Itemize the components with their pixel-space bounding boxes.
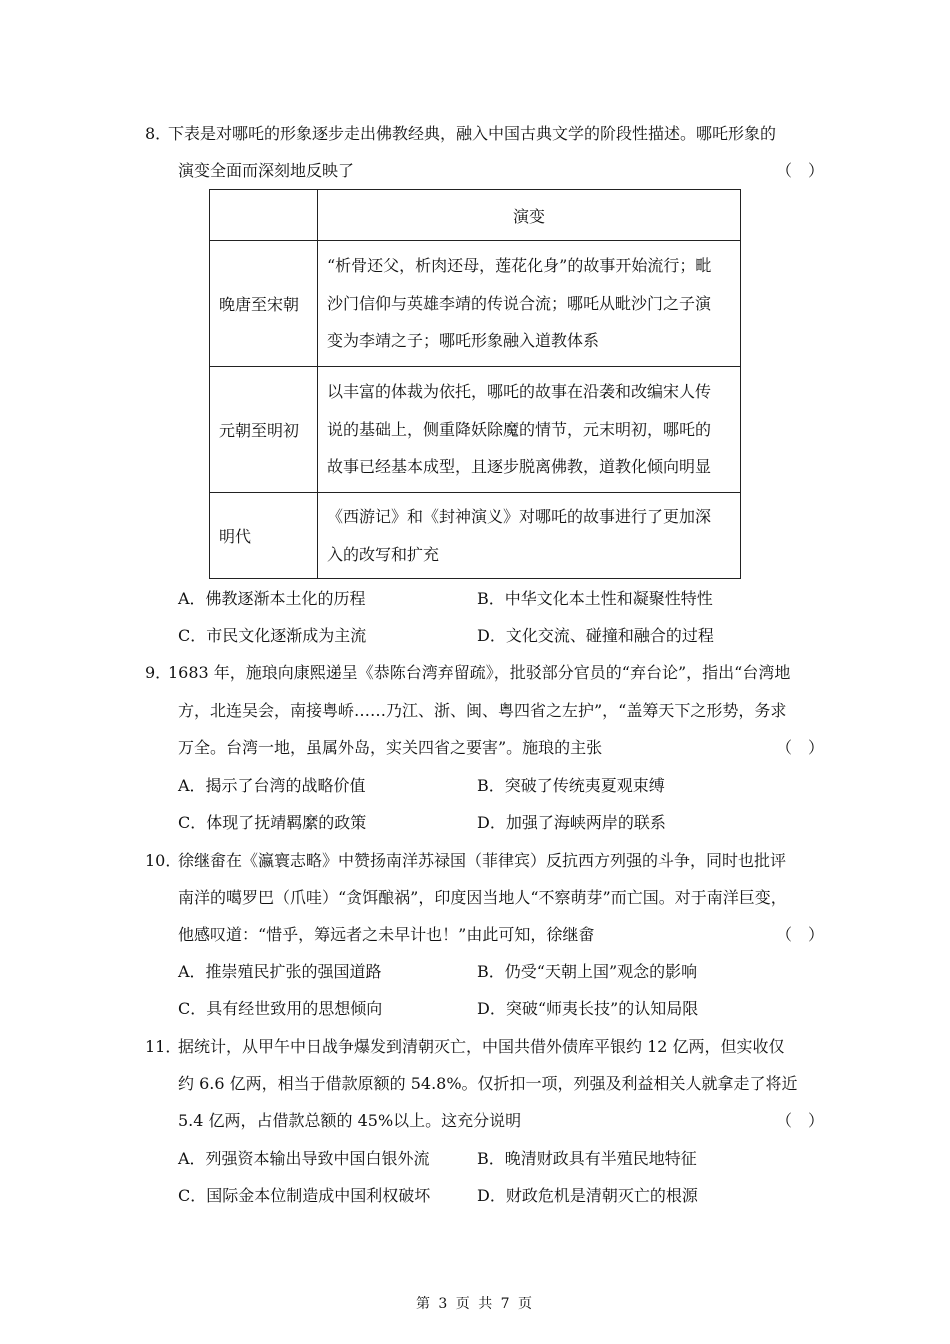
table-desc-cell xyxy=(318,367,741,493)
question-10-stem-line-2: 南洋的噶罗巴（爪哇）“贪饵酿祸”，印度因当地人“不察萌芽”而亡国。对于南洋巨变， xyxy=(178,888,787,907)
question-11-number: 11． xyxy=(145,1037,182,1056)
question-8-number: 8． xyxy=(145,124,172,143)
table-desc-line: 说的基础上，侧重降妖除魔的情节，元末明初，哪吒的 xyxy=(327,419,712,439)
option-c[interactable]: C．市民文化逐渐成为主流 xyxy=(178,626,367,645)
option-b[interactable]: B．仍受“天朝上国”观念的影响 xyxy=(477,962,698,981)
table-desc-line: 以丰富的体裁为依托，哪吒的故事在沿袭和改编宋人传 xyxy=(327,382,712,402)
table-era-cell: 晚唐至宋朝 xyxy=(210,241,318,367)
question-9-stem-line-2: 方，北连吴会，南接粤峤……乃江、浙、闽、粤四省之左护”，“盖筹天下之形势，务求 xyxy=(178,701,787,720)
question-10-stem-line-1: 徐继畲在《瀛寰志略》中赞扬南洋苏禄国（菲律宾）反抗西方列强的斗争，同时也批评 xyxy=(178,851,787,870)
table-desc-line: “析骨还父，析肉还母，莲花化身”的故事开始流行；毗 xyxy=(327,256,712,276)
question-8-answer-paren: （ ） xyxy=(776,161,825,180)
table-header-row xyxy=(210,190,741,241)
question-8-stem-line-2: 演变全面而深刻地反映了 xyxy=(178,161,355,180)
option-a[interactable]: A．推崇殖民扩张的强国道路 xyxy=(178,962,382,981)
question-10-stem-line-3: 他感叹道：“惜乎，筹远者之未早计也！”由此可知，徐继畲 xyxy=(178,925,595,944)
question-11-stem-line-1: 据统计，从甲午中日战争爆发到清朝灭亡，中国共借外债库平银约 12 亿两，但实收仅 xyxy=(178,1037,785,1056)
option-d[interactable]: D．加强了海峡两岸的联系 xyxy=(477,813,666,832)
table-header-era-cell xyxy=(210,190,318,241)
option-c[interactable]: C．国际金本位制造成中国利权破坏 xyxy=(178,1186,431,1205)
table-row xyxy=(210,367,741,493)
question-8-stem-line-1: 下表是对哪吒的形象逐步走出佛教经典，融入中国古典文学的阶段性描述。哪吒形象的 xyxy=(168,124,777,143)
option-a[interactable]: A．佛教逐渐本土化的历程 xyxy=(178,589,366,608)
question-11-answer-paren: （ ） xyxy=(776,1111,825,1130)
table-header-evolution: 演变 xyxy=(318,190,741,241)
option-b[interactable]: B．中华文化本土性和凝聚性特性 xyxy=(477,589,713,608)
question-10-answer-paren: （ ） xyxy=(776,925,825,944)
option-a[interactable]: A．列强资本输出导致中国白银外流 xyxy=(178,1149,430,1168)
table-desc-line: 《西游记》和《封神演义》对哪吒的故事进行了更加深 xyxy=(327,507,712,526)
question-11-stem-line-3: 5.4 亿两，占借款总额的 45%以上。这充分说明 xyxy=(178,1111,522,1130)
table-desc-line: 入的改写和扩充 xyxy=(327,544,440,564)
table-desc-cell xyxy=(318,493,741,579)
nezha-evolution-table xyxy=(209,189,741,579)
question-9-number: 9． xyxy=(145,663,172,682)
table-row xyxy=(210,493,741,579)
question-11-stem-line-2: 约 6.6 亿两，相当于借款原额的 54.8%。仅折扣一项，列强及利益相关人就拿走了将近 xyxy=(178,1074,798,1093)
table-era-cell: 明代 xyxy=(210,493,318,579)
option-c[interactable]: C．具有经世致用的思想倾向 xyxy=(178,999,383,1018)
question-9-stem-line-3: 万全。台湾一地，虽属外岛，实关四省之要害”。施琅的主张 xyxy=(178,738,603,757)
option-d[interactable]: D．突破“师夷长技”的认知局限 xyxy=(477,999,699,1018)
option-a[interactable]: A．揭示了台湾的战略价值 xyxy=(178,776,366,795)
question-9-stem-line-1: 1683 年，施琅向康熙递呈《恭陈台湾弃留疏》，批驳部分官员的“弃台论”，指出“台湾地 xyxy=(168,663,791,682)
option-d[interactable]: D．文化交流、碰撞和融合的过程 xyxy=(477,626,714,645)
page-footer: 第 3 页 共 7 页 xyxy=(415,1296,535,1312)
option-d[interactable]: D．财政危机是清朝灭亡的根源 xyxy=(477,1186,698,1205)
table-era-cell: 元朝至明初 xyxy=(210,367,318,493)
option-c[interactable]: C．体现了抚靖羁縻的政策 xyxy=(178,813,367,832)
question-9-answer-paren: （ ） xyxy=(776,738,825,757)
option-b[interactable]: B．突破了传统夷夏观束缚 xyxy=(477,776,665,795)
table-row xyxy=(210,241,741,367)
table-desc-line: 变为李靖之子；哪吒形象融入道教体系 xyxy=(327,331,600,351)
question-10-number: 10． xyxy=(145,851,182,870)
table-desc-cell xyxy=(318,241,741,367)
table-desc-line: 故事已经基本成型，且逐步脱离佛教，道教化倾向明显 xyxy=(327,457,712,477)
option-b[interactable]: B．晚清财政具有半殖民地特征 xyxy=(477,1149,697,1168)
table-desc-line: 沙门信仰与英雄李靖的传说合流；哪吒从毗沙门之子演 xyxy=(327,293,712,313)
